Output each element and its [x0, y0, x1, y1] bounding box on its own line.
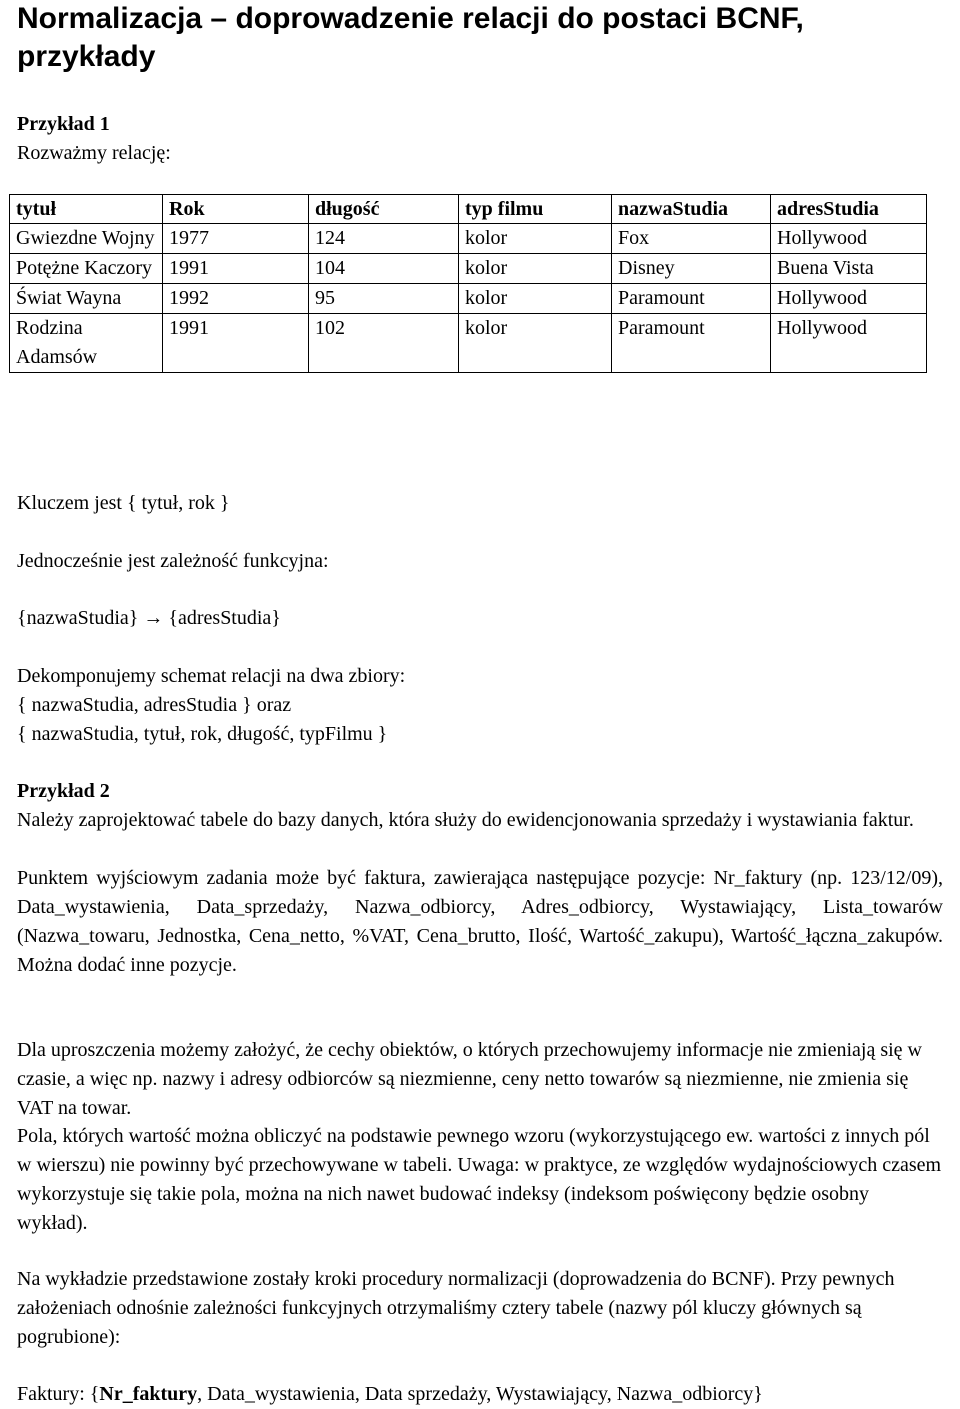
example1-intro: Rozważmy relację: [17, 142, 171, 164]
example2-heading: Przykład 2 [17, 780, 110, 802]
table-cell: kolor [459, 284, 612, 314]
table-cell: Fox [612, 224, 771, 254]
table-cell: kolor [459, 224, 612, 254]
example2-paragraph: Dla uproszczenia możemy założyć, że cechy obiektów, o których przechowujemy informacje nie zmieniają się w czasie, a więc np. nazwy i adresy odbiorców są niezmienne, ceny netto towarów są niezmienne, nie zmienia się VAT na towar. [17, 1039, 922, 1119]
example2-paragraph: Pola, których wartość można obliczyć na podstawie pewnego wzoru (wykorzystującego ew. wartości z innych pól w wierszu) nie powinny być przechowywane w tabeli. Uwaga: w praktyce, ze względów wydajnościowych czasem wykorzystuje się takie pola, można na nich nawet budować indeksy (indeksom poświęcony będzie osobny wykład). [17, 1125, 942, 1234]
table-cell: 104 [309, 254, 459, 284]
table-cell: Paramount [612, 314, 771, 373]
table-row [10, 284, 927, 314]
faktury-fields: , Data_wystawienia, Data sprzedaży, Wystawiający, Nazwa_odbiorcy} [197, 1383, 763, 1405]
key-statement: Kluczem jest { tytuł, rok } [17, 492, 230, 514]
table-header-cell: nazwaStudia [612, 195, 771, 224]
table-cell: Hollywood [771, 314, 927, 373]
example1-heading: Przykład 1 [17, 113, 110, 135]
table-cell: 1977 [163, 224, 309, 254]
table-cell: Potężne Kaczory [10, 254, 163, 284]
table-cell: kolor [459, 254, 612, 284]
functional-dependency [17, 604, 943, 633]
table-cell: Paramount [612, 284, 771, 314]
faktury-table-schema [17, 1380, 943, 1409]
example2-paragraph: Na wykładzie przedstawione zostały kroki procedury normalizacji (doprowadzenia do BCNF). Przy pewnych założeniach odnośnie zależności funkcyjnych otrzymaliśmy cztery tabele (nazwy pól kluczy głównych są pogrubione): [17, 1268, 895, 1348]
table-header-row [10, 195, 927, 224]
right-arrow-icon: → [143, 607, 164, 629]
decomposition-text [17, 662, 943, 749]
table-cell: Świat Wayna [10, 284, 163, 314]
table-cell: Gwiezdne Wojny [10, 224, 163, 254]
page-title: Normalizacja – doprowadzenie relacji do postaci BCNF, przykłady [17, 2, 804, 73]
table-row [10, 314, 927, 373]
functional-dependency-intro: Jednocześnie jest zależność funkcyjna: [17, 550, 329, 572]
table-cell: Hollywood [771, 284, 927, 314]
faktury-prefix: Faktury: { [17, 1383, 100, 1405]
example2-paragraph: Punktem wyjściowym zadania może być faktura, zawierająca następujące pozycje: Nr_faktury (np. 123/12/09), Data_wystawienia, Data_sprzedaży, Nazwa_odbiorcy, Adres_odbiorcy, Wystawiający, Lista_towarów (Nazwa_towaru, Jednostka, Cena_netto, %VAT, Cena_brutto, Ilość, Wartość_zakupu), Wartość_łączna_zakupów. Można dodać inne pozycje. [17, 867, 943, 976]
table-cell: 1991 [163, 314, 309, 373]
relation-table [9, 194, 927, 373]
decomposition-line: { nazwaStudia, adresStudia } oraz [17, 694, 292, 716]
decomposition-line: { nazwaStudia, tytuł, rok, długość, typFilmu } [17, 723, 388, 745]
table-header-cell: Rok [163, 195, 309, 224]
table-header-cell: typ filmu [459, 195, 612, 224]
example2-paragraph: Należy zaprojektować tabele do bazy danych, która służy do ewidencjonowania sprzedaży i wystawiania faktur. [17, 809, 914, 831]
table-row [10, 254, 927, 284]
decomposition-line: Dekomponujemy schemat relacji na dwa zbiory: [17, 665, 406, 687]
table-header-cell: tytuł [10, 195, 163, 224]
table-row [10, 224, 927, 254]
table-cell: 1992 [163, 284, 309, 314]
table-header-cell: długość [309, 195, 459, 224]
table-header-cell: adresStudia [771, 195, 927, 224]
table-cell: 1991 [163, 254, 309, 284]
fd-right: {adresStudia} [168, 607, 281, 629]
table-cell: 95 [309, 284, 459, 314]
table-cell: 102 [309, 314, 459, 373]
fd-left: {nazwaStudia} [17, 607, 139, 629]
table-cell: Hollywood [771, 224, 927, 254]
table-cell: Disney [612, 254, 771, 284]
table-cell: Rodzina Adamsów [10, 314, 163, 373]
table-cell: Buena Vista [771, 254, 927, 284]
faktury-primary-key: Nr_faktury [99, 1383, 198, 1405]
table-cell: kolor [459, 314, 612, 373]
table-cell: 124 [309, 224, 459, 254]
